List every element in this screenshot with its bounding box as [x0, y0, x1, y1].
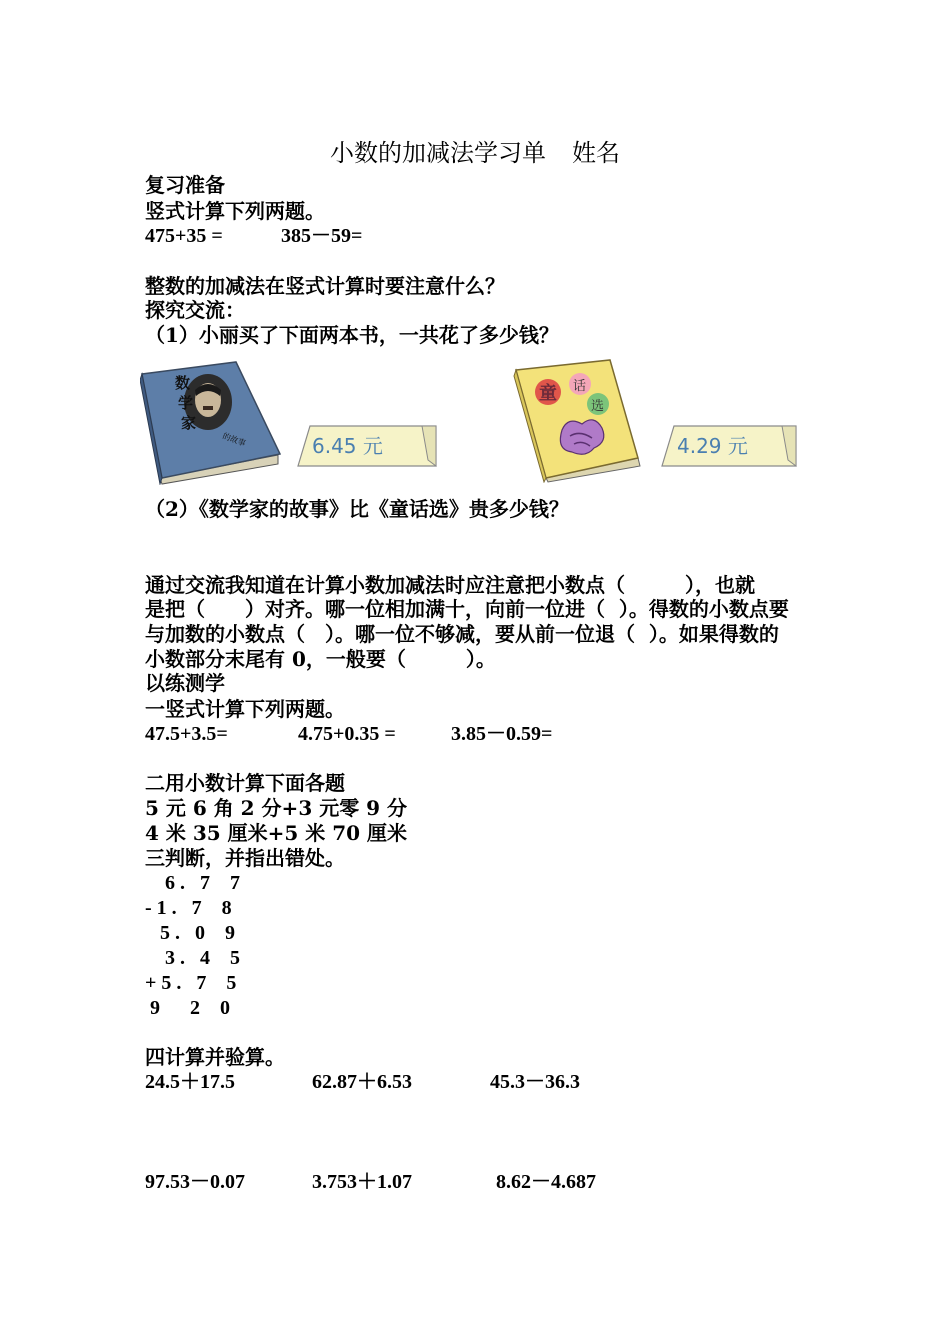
part2-item-2: 4 米 35 厘米+5 米 70 厘米 [145, 821, 408, 845]
explore-heading: 探究交流： [145, 298, 245, 322]
book2-cover-char-3: 选 [591, 399, 605, 414]
book2-cover-char-1: 童 [539, 383, 557, 404]
book1-cover-char-1: 数 [175, 374, 191, 392]
practice-part1-label: 一竖式计算下列两题。 [145, 697, 345, 721]
part3-line-4: 3 . 4 5 [145, 947, 240, 969]
book1-cover-char-3: 家 [181, 414, 197, 432]
fairy-tales-book-image [510, 358, 645, 483]
summary-line-2: 是把（ ）对齐。哪一位相加满十，向前一位进（ ）。得数的小数点要 [145, 597, 789, 621]
summary-line-4: 小数部分末尾有 0，一般要（ ）。 [145, 647, 496, 671]
part4-problem-4: 97.53－0.07 [145, 1171, 245, 1193]
name-label: 姓名 [572, 139, 620, 167]
summary-line-1: 通过交流我知道在计算小数加减法时应注意把小数点（ ），也就 [145, 573, 755, 597]
review-problem-2: 385－59= [281, 225, 363, 247]
page-title [0, 133, 950, 168]
book1-subtitle: 的故事 [221, 431, 247, 449]
summary-line-3: 与加数的小数点（ ）。哪一位不够减，要从前一位退（ ）。如果得数的 [145, 622, 779, 646]
price-tag-book1 [296, 424, 438, 468]
part4-problem-5: 3.753＋1.07 [312, 1171, 412, 1193]
part3-line-6: 9 2 0 [145, 997, 230, 1019]
part4-problem-6: 8.62－4.687 [496, 1171, 596, 1193]
book2-cover-char-2: 话 [573, 379, 587, 394]
math-stories-book-image [140, 360, 285, 485]
review-problem-1: 475+35 = [145, 225, 223, 247]
part4-problem-1: 24.5＋17.5 [145, 1071, 235, 1093]
book2-price: 4.29 元 [677, 434, 748, 458]
part4-problem-2: 62.87＋6.53 [312, 1071, 412, 1093]
part2-item-1: 5 元 6 角 2 分+3 元零 9 分 [145, 796, 408, 820]
price-tag-book2 [660, 424, 798, 468]
explore-question-1: （1）小丽买了下面两本书，一共花了多少钱？ [145, 323, 559, 347]
part1-problem-1: 47.5+3.5= [145, 723, 228, 745]
title-main: 小数的加减法学习单 [330, 139, 546, 167]
part1-problem-2: 4.75+0.35 = [298, 723, 396, 745]
book1-price: 6.45 元 [312, 434, 383, 458]
explore-question-2: （2）《数学家的故事》比《童话选》贵多少钱？ [145, 497, 569, 521]
review-instruction: 竖式计算下列两题。 [145, 199, 325, 223]
practice-part2-label: 二用小数计算下面各题 [145, 771, 345, 795]
review-heading: 复习准备 [145, 173, 225, 197]
review-question: 整数的加减法在竖式计算时要注意什么？ [145, 274, 505, 298]
practice-part3-label: 三判断，并指出错处。 [145, 846, 345, 870]
part3-line-3: 5 . 0 9 [145, 922, 235, 944]
book1-cover-char-2: 学 [178, 394, 194, 412]
practice-part4-label: 四计算并验算。 [145, 1045, 285, 1069]
part3-line-2: - 1 . 7 8 [145, 897, 232, 919]
part4-problem-3: 45.3－36.3 [490, 1071, 580, 1093]
practice-heading: 以练测学 [145, 671, 225, 695]
part1-problem-3: 3.85－0.59= [451, 723, 553, 745]
part3-line-5: + 5 . 7 5 [145, 972, 237, 994]
part3-line-1: 6 . 7 7 [145, 872, 240, 894]
